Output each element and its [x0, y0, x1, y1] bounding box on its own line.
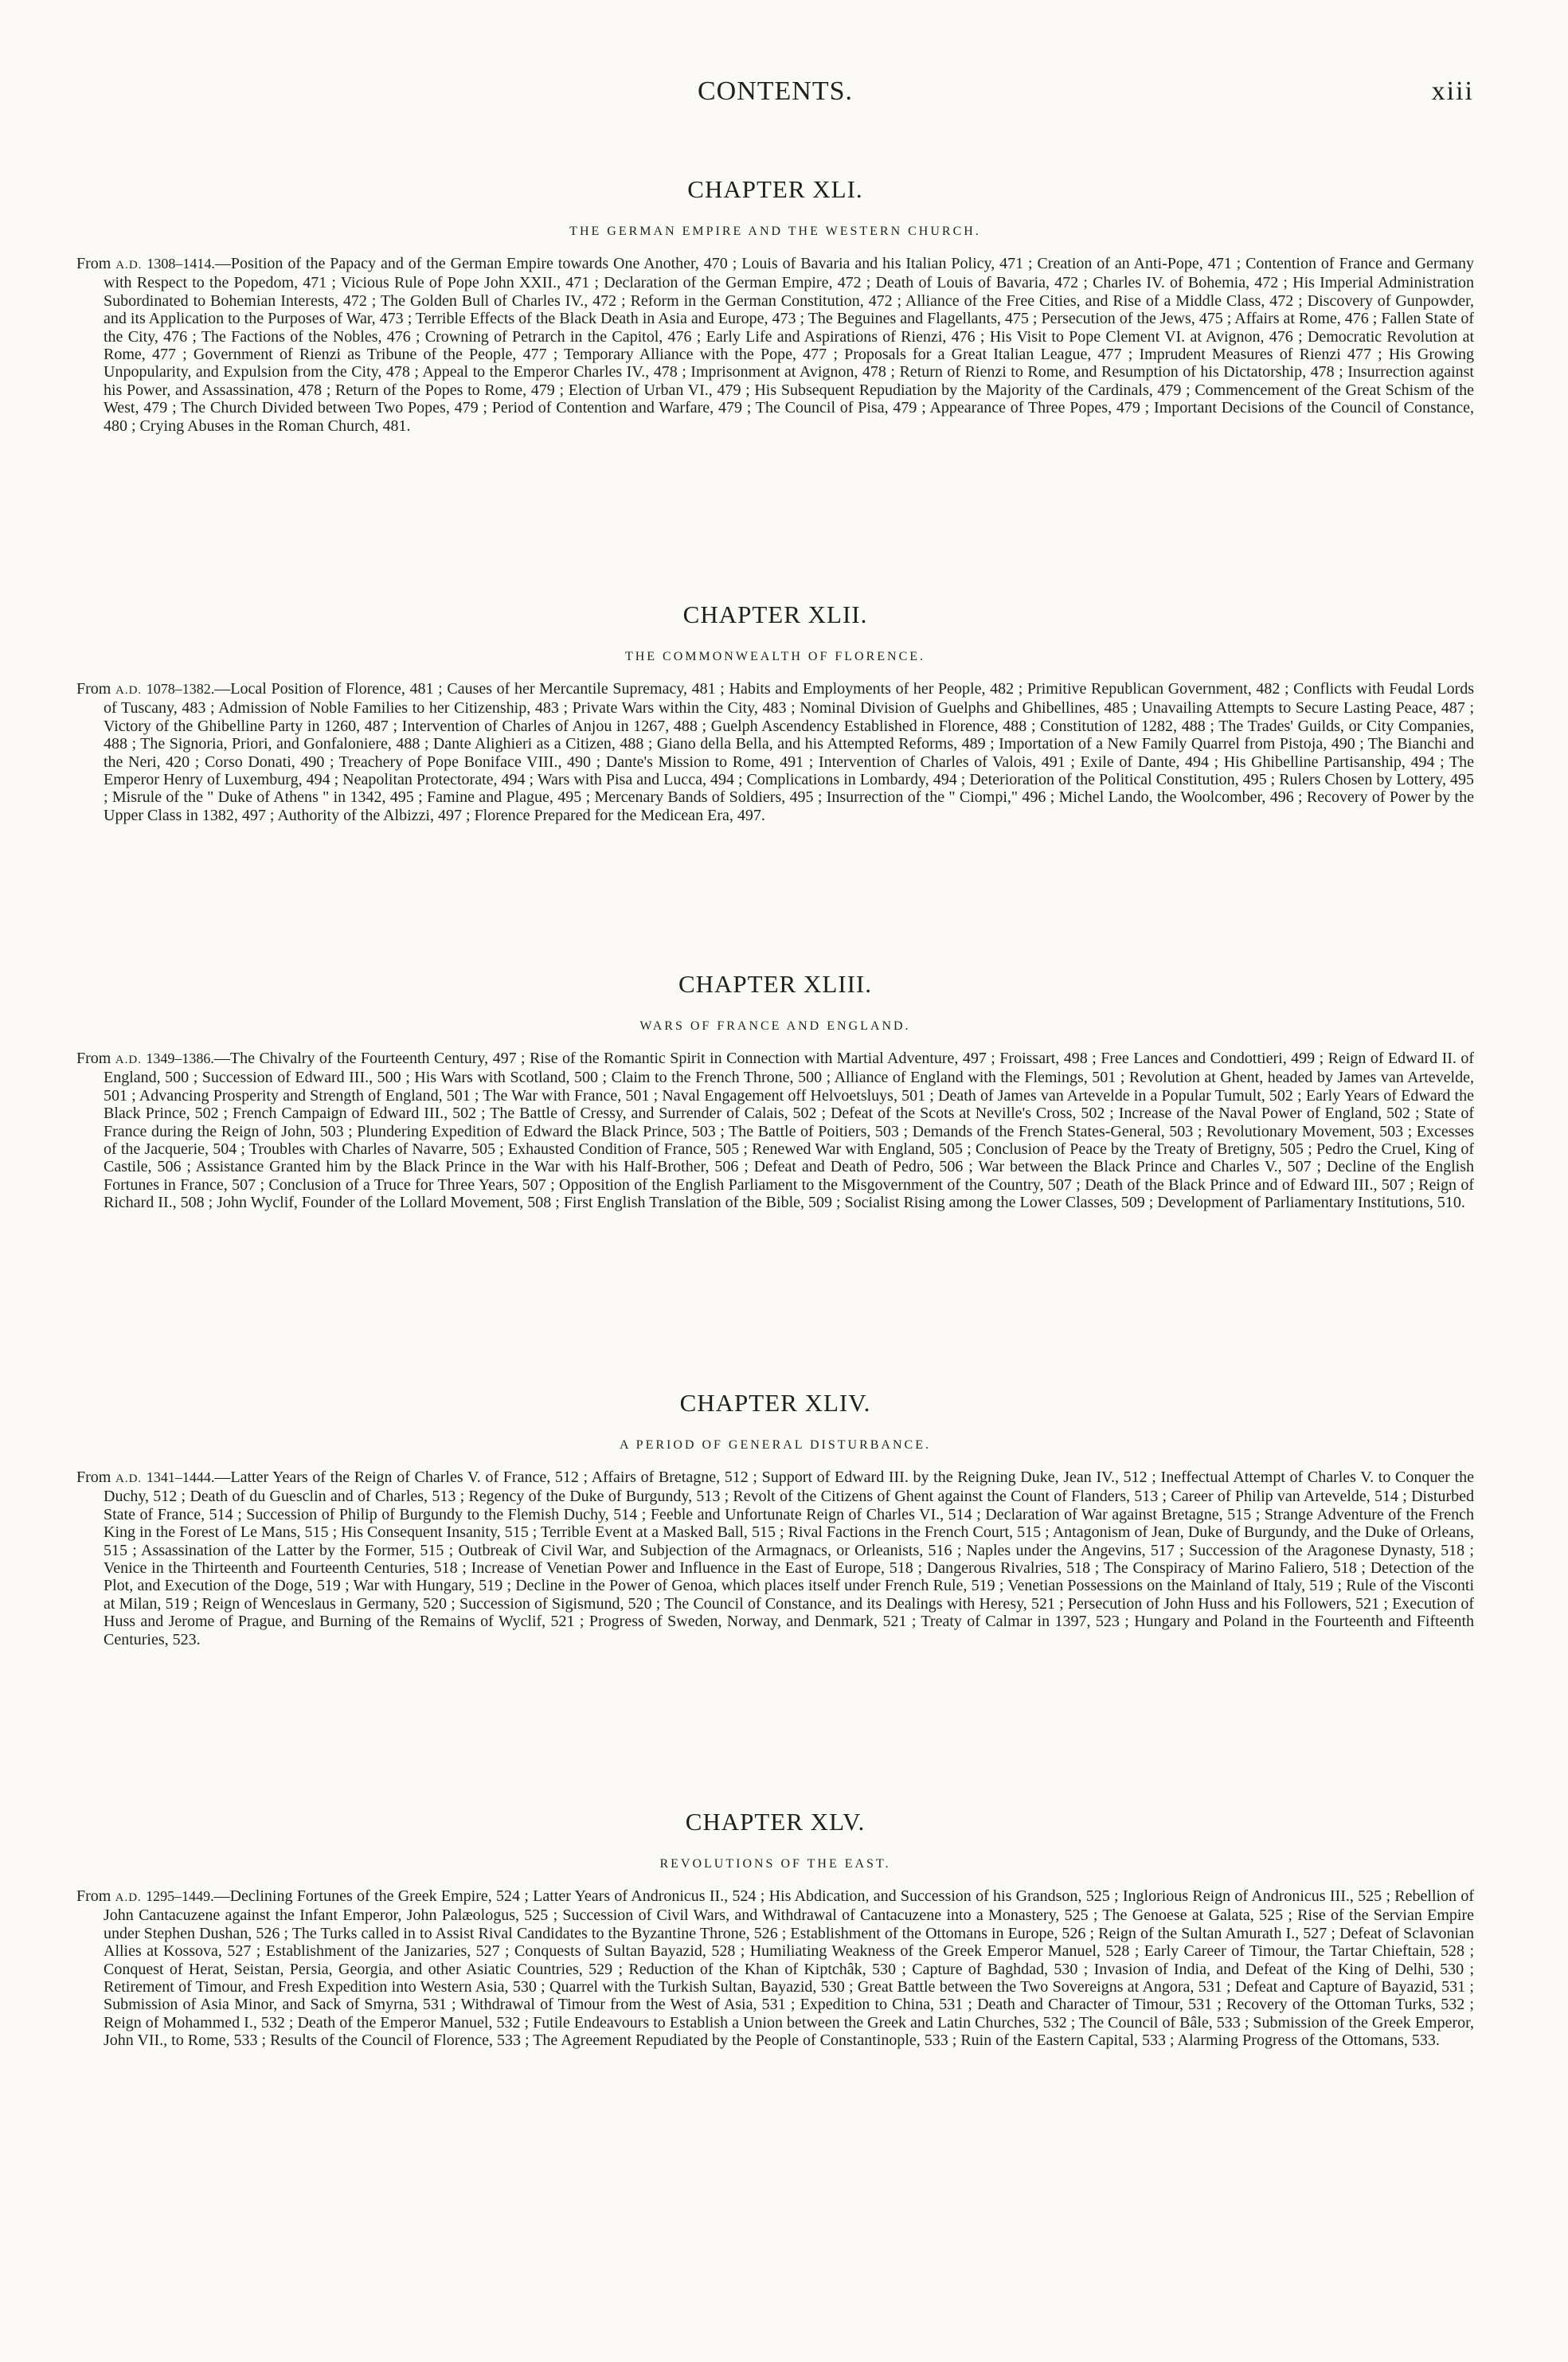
page-number: xiii — [1431, 76, 1474, 106]
ad-label: A.D. — [115, 1472, 143, 1485]
running-head — [76, 76, 1474, 124]
date-range: 1349–1386. — [146, 1050, 214, 1066]
date-range: 1078–1382. — [146, 681, 215, 697]
chapter-title: CHAPTER XLII. — [682, 600, 868, 628]
date-range: 1295–1449. — [146, 1888, 214, 1904]
chapter-title: CHAPTER XLI. — [687, 175, 863, 203]
ad-label: A.D. — [115, 1054, 142, 1066]
chapter-subtitle: REVOLUTIONS OF THE EAST. — [659, 1857, 891, 1871]
chapter-summary — [76, 1468, 1474, 1827]
from-label: From — [76, 1887, 111, 1905]
chapter-subtitle: THE COMMONWEALTH OF FLORENCE. — [624, 650, 926, 663]
page-title: CONTENTS. — [697, 76, 854, 106]
from-label: From — [76, 255, 111, 272]
chapter-title: CHAPTER XLIV. — [679, 1389, 871, 1417]
chapter-subtitle: A PERIOD OF GENERAL DISTURBANCE. — [620, 1438, 931, 1452]
summary-text: —Declining Fortunes of the Greek Empire, 524 ; Latter Years of Andronicus II., 524 ; His Abdication, and Succession of his Grandson, 525 ; Inglorious Reign of Andronicus III., 525 ; Rebellion of John Cantacuzene against the Infant Emperor, John Palæologus, 525 ; Succession of Civil Wars, and Withdrawal of Cantacuzene into a Monastery, 525 ; The Genoese at Galata, 525 ; Rise of the Servian Empire under Stephen Dushan, 526 ; The Turks called in to Assist Rival Candidates to the Byzantine Throne, 526 ; Establishment of the Ottomans in Europe, 526 ; Reign of the Sultan Amurath I., 527 ; Defeat of Sclavonian Allies at Kossova, 527 ; Establishment of the Janizaries, 527 ; Conquests of Sultan Bayazid, 528 ; Humiliating Weakness of the Greek Emperor Manuel, 528 ; Early Career of Timour, the Tartar Chieftain, 528 ; Conquest of Herat, Seistan, Persia, Georgia, and other Asiatic Countries, 529 ; Reduction of the Khan of Kiptchâk, 530 ; Capture of Baghdad, 530 ; Invasion of India, and Defeat of the King of Delhi, 530 ; Retirement of Timour, and Fresh Expedition into Western Asia, 530 ; Quarrel with the Turkish Sultan, Bayazid, 530 ; Great Battle between the Two Sovereigns at Angora, 531 ; Defeat and Capture of Bayazid, 531 ; Submission of Asia Minor, and Sack of Smyrna, 531 ; Withdrawal of Timour from the West of Asia, 531 ; Expedition to China, 531 ; Death and Character of Timour, 531 ; Recovery of the Ottoman Turks, 532 ; Reign of Mohammed I., 532 ; Death of the Emperor Manuel, 532 ; Futile Endeavours to Establish a Union between the Greek and Latin Churches, 532 ; The Council of Bâle, 533 ; Submission of the Greek Emperor, John VII., to Rome, 533 ; Results of the Council of Florence, 533 ; The Agreement Repudiated by the People of Constantinople, 533 ; Ruin of the Eastern Capital, 533 ; Alarming Progress of the Ottomans, 533. — [104, 1887, 1474, 2050]
chapter-xliv — [76, 1387, 1474, 1843]
chapter-xlv — [76, 1806, 1474, 2262]
date-range: 1308–1414. — [147, 256, 215, 272]
summary-text: —Latter Years of the Reign of Charles V. of France, 512 ; Affairs of Bretagne, 512 ; Support of Edward III. by the Reigning Duke, Jean IV., 512 ; Ineffectual Attempt of Charles V. to Conquer the Duchy, 512 ; Death of du Guesclin and of Charles, 513 ; Regency of the Duke of Burgundy, 513 ; Revolt of the Citizens of Ghent against the Count of Flanders, 513 ; Career of Philip van Artevelde, 514 ; Disturbed State of France, 514 ; Succession of Philip of Burgundy to the Flemish Duchy, 514 ; Feeble and Unfortunate Reign of Charles VI., 514 ; Declaration of War against Bretagne, 515 ; Strange Adventure of the French King in the Forest of Le Mans, 515 ; His Consequent Insanity, 515 ; Terrible Event at a Masked Ball, 515 ; Rival Factions in the French Court, 515 ; Antagonism of Jean, Duke of Burgundy, and the Duke of Orleans, 515 ; Assassination of the Latter by the Former, 515 ; Outbreak of Civil War, and Subjection of the Armagnacs, or Orleanists, 516 ; Naples under the Angevins, 517 ; Succession of the Aragonese Dynasty, 518 ; Venice in the Thirteenth and Fourteenth Centuries, 518 ; Increase of Venetian Power and Influence in the East of Europe, 518 ; Dangerous Rivalries, 518 ; The Conspiracy of Marino Faliero, 518 ; Detection of the Plot, and Execution of the Doge, 519 ; War with Hungary, 519 ; Decline in the Power of Genoa, which places itself under French Rule, 519 ; Venetian Possessions on the Mainland of Italy, 519 ; Rule of the Visconti at Milan, 519 ; Reign of Wenceslaus in Germany, 520 ; Succession of Sigismund, 520 ; The Council of Constance, and its Dealings with Heresy, 521 ; Persecution of John Huss and his Followers, 521 ; Execution of Huss and Jerome of Prague, and Burning of the Remains of Wyclif, 521 ; Progress of Sweden, Norway, and Denmark, 521 ; Treaty of Calmar in 1397, 523 ; Hungary and Poland in the Fourteenth and Fifteenth Centuries, 523. — [104, 1468, 1474, 1648]
chapter-title: CHAPTER XLV. — [685, 1808, 866, 1836]
chapter-subtitle: WARS OF FRANCE AND ENGLAND. — [639, 1019, 911, 1033]
chapter-subtitle: THE GERMAN EMPIRE AND THE WESTERN CHURCH. — [569, 225, 981, 238]
from-label: From — [76, 680, 111, 698]
summary-text: —The Chivalry of the Fourteenth Century, 497 ; Rise of the Romantic Spirit in Connection with Martial Adventure, 497 ; Froissart, 498 ; Free Lances and Condottieri, 499 ; Reign of Edward II. of England, 500 ; Succession of Edward III., 500 ; His Wars with Scotland, 500 ; Claim to the French Throne, 500 ; Alliance of England with the Flemings, 501 ; Revolution at Ghent, headed by James van Artevelde, 501 ; Advancing Prosperity and Strength of England, 501 ; The War with France, 501 ; Naval Engagement off Helvoetsluys, 501 ; Death of James van Artevelde in a Popular Tumult, 502 ; Early Years of Edward the Black Prince, 502 ; French Campaign of Edward III., 502 ; The Battle of Cressy, and Surrender of Calais, 502 ; Defeat of the Scots at Neville's Cross, 502 ; Increase of the Naval Power of England, 502 ; State of France during the Reign of John, 503 ; Plundering Expedition of Edward the Black Prince, 503 ; The Battle of Poitiers, 503 ; Demands of the French States-General, 503 ; Revolutionary Movement, 503 ; Excesses of the Jacquerie, 504 ; Troubles with Charles of Navarre, 505 ; Exhausted Condition of France, 505 ; Renewed War with England, 505 ; Conclusion of Peace by the Treaty of Bretigny, 505 ; Pedro the Cruel, King of Castile, 506 ; Assistance Granted him by the Black Prince in the War with his Half-Brother, 506 ; Defeat and Death of Pedro, 506 ; War between the Black Prince and Charles V., 507 ; Decline of the English Fortunes in France, 507 ; Conclusion of a Truce for Three Years, 507 ; Opposition of the English Parliament to the Misgovernment of the Country, 507 ; Death of the Black Prince and of Edward III., 507 ; Reign of Richard II., 508 ; John Wyclif, Founder of the Lollard Movement, 508 ; First English Translation of the Bible, 509 ; Socialist Rising among the Lower Classes, 509 ; Development of Parliamentary Institutions, 510. — [104, 1050, 1474, 1212]
chapter-summary — [76, 680, 1474, 968]
summary-text: —Local Position of Florence, 481 ; Causes of her Mercantile Supremacy, 481 ; Habits and Employments of her People, 482 ; Primitive Republican Government, 482 ; Conflicts with Feudal Lords of Tuscany, 483 ; Admission of Noble Families to her Citizenship, 483 ; Private Wars within the City, 483 ; Nominal Division of Guelphs and Ghibellines, 485 ; Unavailing Attempts to Secure Lasting Peace, 487 ; Victory of the Ghibelline Party in 1260, 487 ; Intervention of Charles of Anjou in 1267, 488 ; Guelph Ascendency Established in Florence, 488 ; Constitution of 1282, 488 ; The Trades' Guilds, or City Companies, 488 ; The Signoria, Priori, and Gonfaloniere, 488 ; Dante Alighieri as a Citizen, 488 ; Giano della Bella, and his Attempted Reforms, 489 ; Importation of a New Family Quarrel from Pistoja, 490 ; The Bianchi and the Neri, 420 ; Corso Donati, 490 ; Treachery of Pope Boniface VIII., 490 ; Dante's Mission to Rome, 491 ; Intervention of Charles of Valois, 491 ; Exile of Dante, 494 ; His Ghibelline Partisanship, 494 ; The Emperor Henry of Luxemburg, 494 ; Neapolitan Protectorate, 494 ; Wars with Pisa and Lucca, 494 ; Complications in Lombardy, 494 ; Deterioration of the Political Constitution, 495 ; Rulers Chosen by Lottery, 495 ; Misrule of the " Duke of Athens " in 1342, 495 ; Famine and Plague, 495 ; Mercenary Bands of Soldiers, 495 ; Insurrection of the " Ciompi," 496 ; Michel Lando, the Woolcomber, 496 ; Recovery of Power by the Upper Class in 1382, 497 ; Authority of the Albizzi, 497 ; Florence Prepared for the Medicean Era, 497. — [104, 680, 1474, 824]
ad-label: A.D. — [115, 259, 143, 272]
ad-label: A.D. — [115, 1891, 142, 1904]
chapter-summary — [76, 255, 1474, 615]
ad-label: A.D. — [115, 684, 143, 697]
chapter-title: CHAPTER XLIII. — [678, 970, 873, 998]
date-range: 1341–1444. — [146, 1469, 215, 1485]
chapter-summary — [76, 1887, 1474, 2246]
chapter-xlii — [76, 599, 1474, 984]
summary-text: —Position of the Papacy and of the German Empire towards One Another, 470 ; Louis of Bavaria and his Italian Policy, 471 ; Creation of an Anti-Pope, 471 ; Contention of France and Germany with Respect to the Popedom, 471 ; Vicious Rule of Pope John XXII., 471 ; Declaration of the German Empire, 472 ; Death of Louis of Bavaria, 472 ; Charles IV. of Bohemia, 472 ; His Imperial Administration Subordinated to Bohemian Interests, 472 ; The Golden Bull of Charles IV., 472 ; Reform in the German Constitution, 472 ; Alliance of the Free Cities, and Rise of a Middle Class, 472 ; Discovery of Gunpowder, and its Application to the Purposes of War, 473 ; Terrible Effects of the Black Death in Asia and Europe, 473 ; The Beguines and Flagellants, 475 ; Persecution of the Jews, 475 ; Affairs at Rome, 476 ; Fallen State of the City, 476 ; The Factions of the Nobles, 476 ; Crowning of Petrarch in the Capitol, 476 ; Early Life and Aspirations of Rienzi, 476 ; His Visit to Pope Clement VI. at Avignon, 476 ; Democratic Revolution at Rome, 477 ; Government of Rienzi as Tribune of the People, 477 ; Temporary Alliance with the Pope, 477 ; Proposals for a Great Italian League, 477 ; Imprudent Measures of Rienzi 477 ; His Growing Unpopularity, and Expulsion from the City, 478 ; Appeal to the Emperor Charles IV., 478 ; Imprisonment at Avignon, 478 ; Return of Rienzi to Rome, and Resumption of his Dictatorship, 478 ; Insurrection against his Power, and Assassination, 478 ; Return of the Popes to Rome, 479 ; Election of Urban VI., 479 ; His Subsequent Repudiation by the Majority of the Cardinals, 479 ; Commencement of the Great Schism of the West, 479 ; The Church Divided between Two Popes, 479 ; Period of Contention and Warfare, 479 ; The Council of Pisa, 479 ; Appearance of Three Popes, 479 ; Important Decisions of the Council of Constance, 480 ; Crying Abuses in the Roman Church, 481. — [104, 255, 1474, 435]
from-label: From — [76, 1050, 111, 1067]
chapter-xli — [76, 174, 1474, 631]
from-label: From — [76, 1468, 111, 1486]
